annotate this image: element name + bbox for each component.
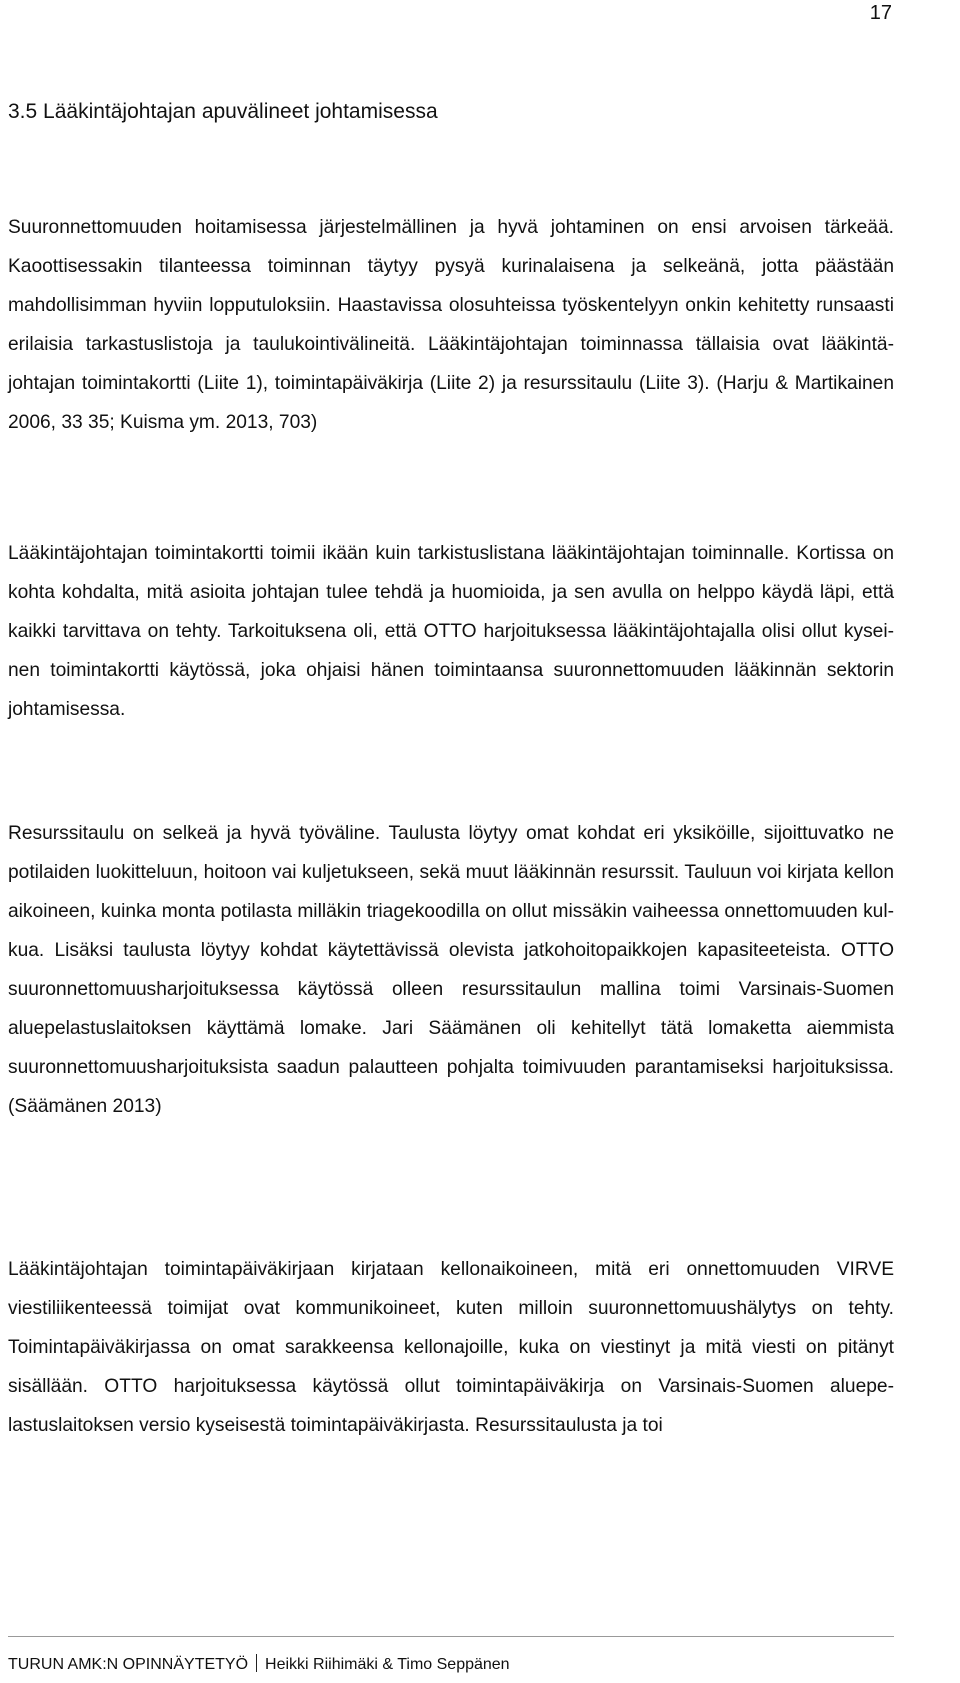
page-number: 17: [869, 2, 892, 24]
paragraph-intro: Suuronnettomuuden hoitamisessa järjestelmällinen ja hyvä johtaminen on ensi arvoisen tärkeää. Kaoottisessakin tilanteessa toiminnan täytyy pysyä kurinalaisena ja selkeänä, jotta päästään mahdollisimman hyviin lopputuloksiin. Haastavissa olosuhteissa työskentelyyn onkin kehitetty runsaasti erilaisia tarkastuslistoja ja taulukointivälineitä. Lääkintäjohtajan toiminnassa tällaisia ovat lääkintäjohtajan toimintakortti (Liite 1), toimintapäiväkirja (Liite 2) ja resurssitaulu (Liite 3). (Harju & Martikainen 2006, 33 35; Kuisma ym. 2013, 703): [8, 217, 894, 433]
page-footer: [8, 1654, 510, 1674]
footer-institution: TURUN AMK:N OPINNÄYTETYÖ: [8, 1656, 249, 1673]
paragraph-action-log: Lääkintäjohtajan toimintapäiväkirjaan kirjataan kellonaikoineen, mitä eri onnettomuuden VIRVE viestiliikenteessä toimijat ovat kommunikoineet, kuten milloin suuronnettomuushälytys on tehty. Toimintapäiväkirjassa on omat sarakkeensa kellonajoille, kuka on viestinyt ja mitä viesti on pitänyt sisällään. OTTO harjoituksessa käytössä ollut toimintapäiväkirja on Varsinais-Suomen aluepelastuslaitoksen versio kyseisestä toimintapäiväkirjasta. Resurssitaulusta ja toi: [8, 1259, 894, 1436]
section-heading: 3.5 Lääkintäjohtajan apuvälineet johtamisessa: [8, 100, 438, 123]
paragraph-resource-board: Resurssitaulu on selkeä ja hyvä työväline. Taulusta löytyy omat kohdat eri yksiköille, sijoittuvatko ne potilaiden luokitteluun, hoitoon vai kuljetukseen, sekä muut lääkinnän resurssit. Tauluun voi kirjata kellon aikoineen, kuinka monta potilasta milläkin triagekoodilla on ollut missäkin vaiheessa onnettomuuden kulkua. Lisäksi taulusta löytyy kohdat käytettävissä olevista jatkohoitopaikkojen kapasiteeteista. OTTO suuronnettomuusharjoituksessa käytössä olleen resurssitaulun mallina toimi Varsinais-Suomen aluepelastuslaitoksen käyttämä lomake. Jari Säämänen oli kehitellyt tätä lomaketta aiemmista suuronnettomuusharjoituksista saadun palautteen pohjalta toimivuuden parantamiseksi harjoituksissa. (Säämänen 2013): [8, 823, 894, 1117]
footer-authors: Heikki Riihimäki & Timo Seppänen: [265, 1656, 510, 1673]
footer-separator: [256, 1654, 257, 1672]
paragraph-action-card: Lääkintäjohtajan toimintakortti toimii ikään kuin tarkistuslistana lääkintäjohtajan toiminnalle. Kortissa on kohta kohdalta, mitä asioita johtajan tulee tehdä ja huomioida, ja sen avulla on helppo käydä läpi, että kaikki tarvittava on tehty. Tarkoituksena oli, että OTTO harjoituksessa lääkintäjohtajalla olisi ollut kyseinen toimintakortti käytössä, joka ohjaisi hänen toimintaansa suuronnettomuuden lääkinnän sektorin johtamisessa.: [8, 543, 894, 720]
footer-divider: [8, 1636, 894, 1637]
